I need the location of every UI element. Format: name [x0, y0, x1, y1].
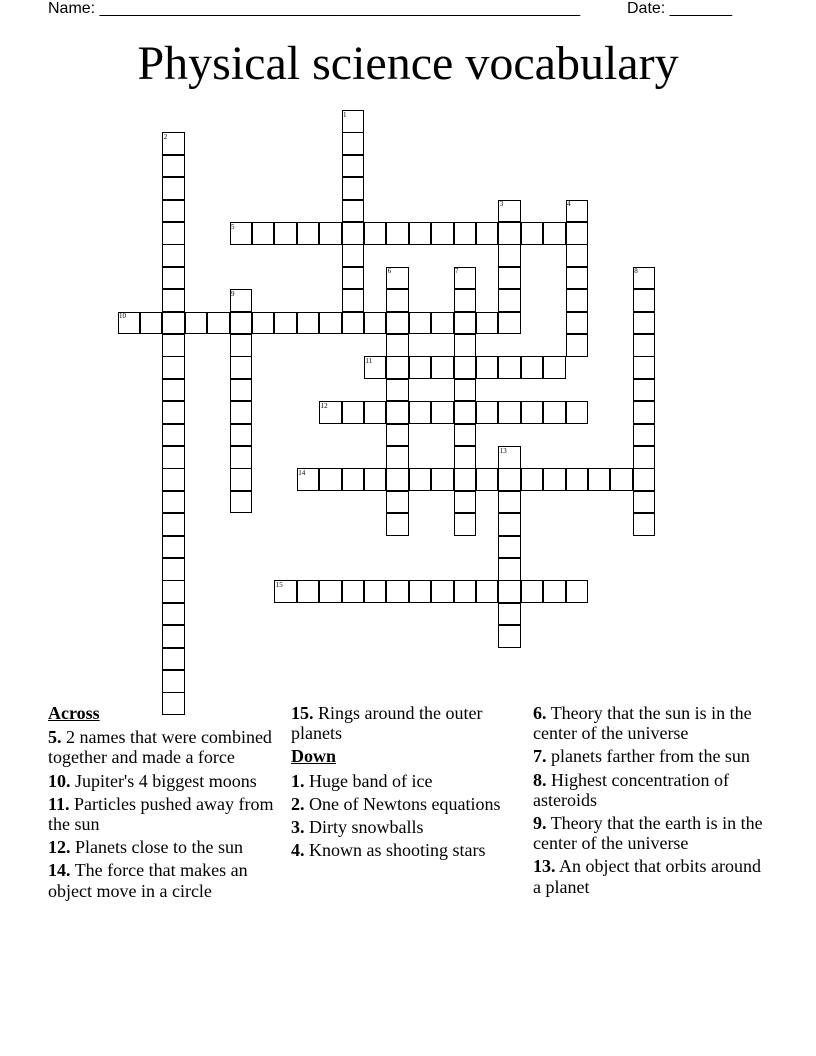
across-heading: Across — [48, 703, 100, 723]
grid-cell[interactable] — [498, 401, 521, 424]
grid-cell[interactable] — [162, 244, 185, 267]
clues-column-2 — [291, 703, 521, 863]
grid-cell[interactable] — [386, 289, 409, 312]
grid-cell[interactable] — [454, 334, 477, 357]
grid-cell[interactable] — [409, 468, 432, 491]
grid-cell[interactable] — [297, 222, 320, 245]
date-field[interactable]: Date: _______ — [627, 0, 732, 17]
grid-cell[interactable] — [319, 468, 342, 491]
grid-cell[interactable] — [498, 267, 521, 290]
grid-cell[interactable] — [566, 580, 589, 603]
grid-cell[interactable] — [386, 379, 409, 402]
grid-cell[interactable] — [230, 334, 253, 357]
clue-across-15: 15. Rings around the outer planets — [291, 703, 483, 744]
grid-cell[interactable] — [633, 401, 656, 424]
grid-cell[interactable] — [342, 244, 365, 267]
grid-cell[interactable] — [431, 401, 454, 424]
grid-cell[interactable] — [162, 312, 185, 335]
grid-number: 15 — [275, 580, 283, 589]
grid-cell[interactable] — [454, 424, 477, 447]
grid-cell[interactable] — [633, 356, 656, 379]
grid-cell[interactable] — [498, 244, 521, 267]
grid-cell[interactable] — [454, 446, 477, 469]
grid-cell[interactable] — [162, 536, 185, 559]
grid-cell[interactable] — [633, 334, 656, 357]
grid-cell[interactable] — [297, 580, 320, 603]
grid-cell[interactable] — [342, 289, 365, 312]
grid-cell[interactable] — [386, 491, 409, 514]
grid-cell[interactable] — [566, 312, 589, 335]
clue-down-6: 6. Theory that the sun is in the center of the universe — [533, 703, 752, 744]
grid-cell[interactable] — [162, 513, 185, 536]
grid-cell[interactable] — [162, 625, 185, 648]
clue-down-7: 7. planets farther from the sun — [533, 746, 750, 767]
grid-number: 9 — [231, 289, 235, 298]
grid-cell[interactable] — [498, 580, 521, 603]
grid-cell[interactable] — [162, 446, 185, 469]
grid-cell[interactable] — [588, 468, 611, 491]
grid-cell[interactable] — [454, 401, 477, 424]
grid-number: 13 — [499, 446, 507, 455]
grid-cell[interactable] — [476, 468, 499, 491]
grid-cell[interactable] — [454, 289, 477, 312]
grid-cell[interactable] — [386, 446, 409, 469]
grid-cell[interactable] — [431, 468, 454, 491]
grid-cell[interactable] — [633, 513, 656, 536]
grid-cell[interactable] — [633, 289, 656, 312]
clue-down-8: 8. Highest concentration of asteroids — [533, 769, 729, 810]
grid-cell[interactable] — [386, 356, 409, 379]
grid-cell[interactable] — [162, 267, 185, 290]
grid-cell[interactable] — [342, 155, 365, 178]
grid-cell[interactable] — [230, 424, 253, 447]
grid-number: 6 — [387, 267, 392, 276]
grid-cell[interactable] — [476, 356, 499, 379]
clue-across-12: 12. Planets close to the sun — [48, 837, 243, 858]
grid-number: 8 — [634, 267, 638, 276]
page-title: Physical science vocabulary — [137, 37, 679, 90]
grid-cell[interactable] — [319, 222, 342, 245]
grid-cell[interactable] — [454, 222, 477, 245]
grid-cell[interactable] — [566, 244, 589, 267]
clues-column-1 — [48, 703, 278, 904]
grid-cell[interactable] — [476, 312, 499, 335]
grid-cell[interactable] — [162, 334, 185, 357]
grid-cell[interactable] — [342, 468, 365, 491]
grid-cell[interactable] — [342, 267, 365, 290]
grid-cell[interactable] — [566, 222, 589, 245]
grid-cell[interactable] — [386, 401, 409, 424]
grid-cell[interactable] — [566, 289, 589, 312]
grid-cell[interactable] — [409, 312, 432, 335]
grid-cell[interactable] — [342, 132, 365, 155]
grid-cell[interactable] — [409, 356, 432, 379]
grid-cell[interactable] — [162, 222, 185, 245]
grid-cell[interactable] — [498, 289, 521, 312]
grid-cell[interactable] — [162, 558, 185, 581]
clue-down-9: 9. Theory that the earth is in the center of the universe — [533, 813, 763, 854]
grid-cell[interactable] — [431, 356, 454, 379]
grid-cell[interactable] — [162, 401, 185, 424]
grid-cell[interactable] — [498, 468, 521, 491]
grid-cell[interactable] — [498, 222, 521, 245]
grid-cell[interactable] — [543, 222, 566, 245]
clue-down-1: 1. Huge band of ice — [291, 770, 433, 791]
grid-cell[interactable] — [498, 625, 521, 648]
grid-cell[interactable] — [342, 200, 365, 223]
grid-number: 3 — [499, 200, 504, 209]
grid-number: 4 — [567, 200, 571, 209]
grid-cell[interactable] — [319, 312, 342, 335]
grid-cell[interactable] — [230, 356, 253, 379]
grid-cell[interactable] — [498, 491, 521, 514]
grid-cell[interactable] — [297, 312, 320, 335]
grid-cell[interactable] — [342, 222, 365, 245]
grid-cell[interactable] — [454, 468, 477, 491]
grid-cell[interactable] — [162, 200, 185, 223]
grid-cell[interactable] — [386, 312, 409, 335]
grid-cell[interactable] — [386, 513, 409, 536]
grid-cell[interactable] — [274, 222, 297, 245]
grid-number: 14 — [298, 468, 306, 477]
grid-cell[interactable] — [342, 580, 365, 603]
down-heading: Down — [291, 746, 337, 767]
grid-cell[interactable] — [431, 222, 454, 245]
grid-cell[interactable] — [610, 468, 633, 491]
grid-cell[interactable] — [386, 334, 409, 357]
clue-down-3: 3. Dirty snowballs — [291, 817, 424, 838]
grid-number: 11 — [365, 356, 373, 365]
grid-cell[interactable] — [633, 491, 656, 514]
grid-cell[interactable] — [162, 580, 185, 603]
grid-cell[interactable] — [140, 312, 163, 335]
grid-cell[interactable] — [431, 580, 454, 603]
grid-cell[interactable] — [543, 401, 566, 424]
grid-number: 5 — [231, 222, 235, 231]
grid-cell[interactable] — [274, 312, 297, 335]
clue-across-14: 14. The force that makes an object move in a circle — [48, 860, 248, 901]
grid-cell[interactable] — [342, 312, 365, 335]
grid-cell[interactable] — [364, 312, 387, 335]
clue-down-13: 13. An object that orbits around a planet — [533, 856, 761, 897]
grid-cell[interactable] — [319, 580, 342, 603]
grid-cell[interactable] — [498, 603, 521, 626]
clue-down-4: 4. Known as shooting stars — [291, 840, 486, 861]
grid-cell[interactable] — [521, 356, 544, 379]
grid-cell[interactable] — [498, 558, 521, 581]
grid-cell[interactable] — [230, 446, 253, 469]
grid-cell[interactable] — [409, 222, 432, 245]
grid-cell[interactable] — [162, 155, 185, 178]
clues-column-3 — [533, 703, 763, 900]
grid-cell[interactable] — [252, 222, 275, 245]
grid-cell[interactable] — [185, 312, 208, 335]
grid-cell[interactable] — [230, 312, 253, 335]
grid-cell[interactable] — [566, 468, 589, 491]
grid-cell[interactable] — [252, 312, 275, 335]
grid-number: 7 — [455, 267, 459, 276]
grid-cell[interactable] — [566, 401, 589, 424]
grid-cell[interactable] — [454, 356, 477, 379]
clue-across-11: 11. Particles pushed away from the sun — [48, 793, 274, 835]
grid-cell[interactable] — [521, 580, 544, 603]
grid-cell[interactable] — [543, 468, 566, 491]
grid-cell[interactable] — [521, 222, 544, 245]
grid-cell[interactable] — [364, 580, 387, 603]
grid-cell[interactable] — [162, 177, 185, 200]
grid-cell[interactable] — [454, 379, 477, 402]
grid-cell[interactable] — [162, 424, 185, 447]
grid-cell[interactable] — [476, 401, 499, 424]
grid-cell[interactable] — [162, 289, 185, 312]
grid-cell[interactable] — [521, 401, 544, 424]
grid-cell[interactable] — [543, 356, 566, 379]
grid-cell[interactable] — [342, 401, 365, 424]
grid-cell[interactable] — [162, 379, 185, 402]
grid-cell[interactable] — [454, 513, 477, 536]
grid-cell[interactable] — [162, 491, 185, 514]
grid-cell[interactable] — [162, 603, 185, 626]
grid-cell[interactable] — [207, 312, 230, 335]
grid-cell[interactable] — [566, 334, 589, 357]
grid-cell[interactable] — [386, 424, 409, 447]
grid-cell[interactable] — [162, 670, 185, 693]
grid-cell[interactable] — [409, 401, 432, 424]
grid-cell[interactable] — [566, 267, 589, 290]
grid-cell[interactable] — [386, 222, 409, 245]
grid-cell[interactable] — [476, 580, 499, 603]
grid-cell[interactable] — [633, 312, 656, 335]
grid-number: 1 — [343, 110, 347, 119]
clue-down-2: 2. One of Newtons equations — [291, 793, 501, 814]
grid-cell[interactable] — [230, 401, 253, 424]
grid-cell[interactable] — [454, 580, 477, 603]
grid-cell[interactable] — [498, 356, 521, 379]
grid-cell[interactable] — [633, 424, 656, 447]
grid-cell[interactable] — [454, 491, 477, 514]
grid-cell[interactable] — [386, 580, 409, 603]
grid-cell[interactable] — [364, 468, 387, 491]
grid-cell[interactable] — [633, 468, 656, 491]
grid-cell[interactable] — [364, 401, 387, 424]
grid-cell[interactable] — [633, 379, 656, 402]
grid-cell[interactable] — [162, 356, 185, 379]
grid-cell[interactable] — [364, 222, 387, 245]
grid-cell[interactable] — [633, 446, 656, 469]
grid-cell[interactable] — [431, 312, 454, 335]
grid-cell[interactable] — [498, 312, 521, 335]
name-field[interactable]: Name: ______________________________________________________ — [48, 0, 581, 17]
grid-cell[interactable] — [498, 536, 521, 559]
grid-cell[interactable] — [162, 468, 185, 491]
grid-cell[interactable] — [476, 222, 499, 245]
grid-cell[interactable] — [454, 312, 477, 335]
grid-cell[interactable] — [521, 468, 544, 491]
grid-number: 12 — [320, 401, 328, 410]
grid-number: 2 — [163, 132, 168, 141]
grid-cell[interactable] — [230, 379, 253, 402]
grid-cell[interactable] — [342, 177, 365, 200]
grid-cell[interactable] — [230, 491, 253, 514]
grid-number: 10 — [119, 312, 126, 321]
grid-cell[interactable] — [386, 468, 409, 491]
grid-cell[interactable] — [162, 648, 185, 671]
grid-cell[interactable] — [498, 513, 521, 536]
grid-cell[interactable] — [409, 580, 432, 603]
clue-across-5: 5. 2 names that were combined together and made a force — [48, 727, 272, 768]
clue-across-10: 10. Jupiter's 4 biggest moons — [48, 770, 257, 791]
grid-cell[interactable] — [543, 580, 566, 603]
grid-cell[interactable] — [230, 468, 253, 491]
